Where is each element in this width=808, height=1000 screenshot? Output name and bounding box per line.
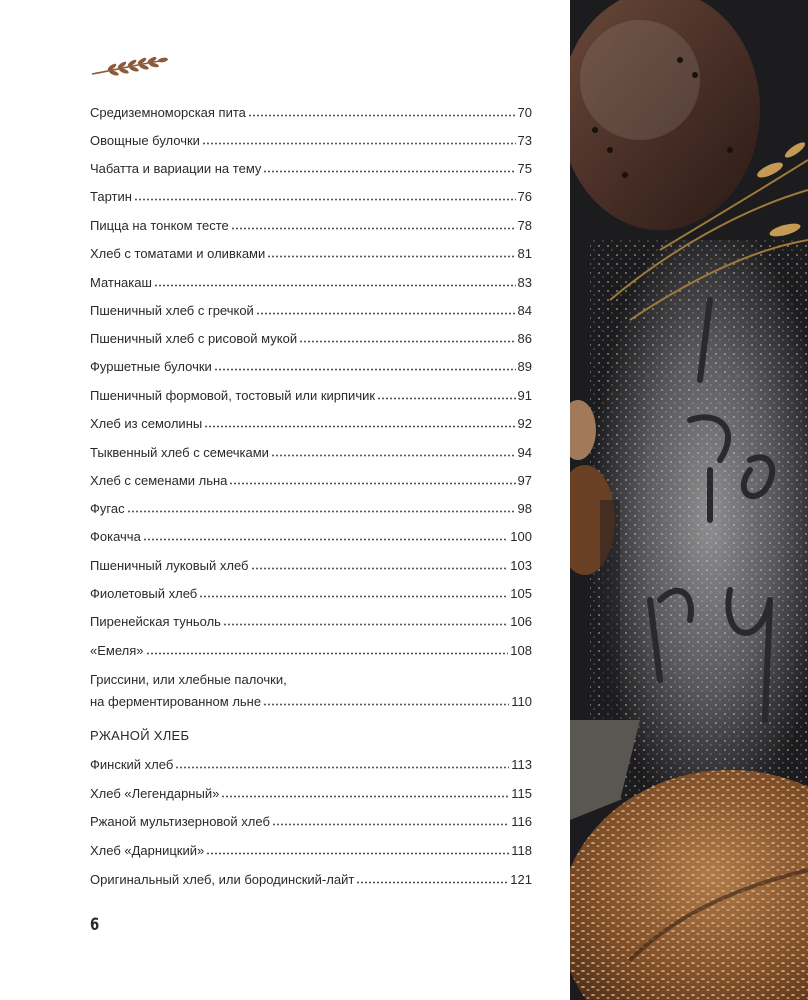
- toc-dot-leader: [175, 757, 509, 769]
- toc-dot-leader: [146, 643, 509, 655]
- toc-entry-page: 98: [517, 501, 532, 516]
- toc-entry: [90, 445, 532, 461]
- toc-entry-page: 76: [517, 189, 532, 204]
- toc-entry: [90, 786, 532, 802]
- toc-entry: [90, 843, 532, 859]
- toc-entry-page: 78: [517, 218, 532, 233]
- toc-entry: [90, 473, 532, 489]
- toc-entry-page: 108: [510, 643, 532, 658]
- page-number: 6: [90, 915, 100, 935]
- toc-entry-page: 89: [517, 359, 532, 374]
- toc-entry: [90, 643, 532, 659]
- toc-dot-leader: [202, 133, 516, 145]
- toc-entry: [90, 757, 532, 773]
- toc-entry-page: 115: [511, 786, 532, 801]
- toc-entry-page: 106: [510, 614, 532, 629]
- toc-entry-title: Овощные булочки: [90, 133, 200, 148]
- toc-entry: [90, 105, 532, 121]
- toc-entry-page: 103: [510, 558, 532, 573]
- toc-dot-leader: [204, 416, 515, 428]
- toc-entry-page: 97: [517, 473, 532, 488]
- toc-entry-title: Пиренейская туньоль: [90, 614, 221, 629]
- toc-entry-page: 105: [510, 586, 532, 601]
- toc-entry-page: 75: [517, 161, 532, 176]
- toc-dot-leader: [229, 473, 515, 485]
- toc-entry-title: Пшеничный луковый хлеб: [90, 558, 249, 573]
- section-heading: РЖАНОЙ ХЛЕБ: [90, 728, 190, 743]
- toc-entry-title: Пицца на тонком тесте: [90, 218, 229, 233]
- toc-entry-page: 83: [517, 275, 532, 290]
- wheat-ornament-icon: [90, 52, 168, 78]
- toc-entry-title: Хлеб «Дарницкий»: [90, 843, 205, 858]
- toc-entry: [90, 872, 532, 888]
- toc-entry-title: Оригинальный хлеб, или бородинский-лайт: [90, 872, 355, 887]
- toc-entry-title: Фуршетные булочки: [90, 359, 212, 374]
- toc-entry-title: Пшеничный формовой, тостовый или кирпичик: [90, 388, 376, 403]
- toc-entry-title: Хлеб из семолины: [90, 416, 203, 431]
- toc-dot-leader: [263, 161, 515, 173]
- toc-entry-title: Фиолетовый хлеб: [90, 586, 198, 601]
- toc-entry: [90, 614, 532, 630]
- toc-entry-title: Хлеб «Легендарный»: [90, 786, 220, 801]
- toc-entry-title-line1: Гриссини, или хлебные палочки,: [90, 672, 287, 687]
- toc-entry: [90, 246, 532, 262]
- toc-dot-leader: [256, 303, 516, 315]
- toc-entry: [90, 814, 532, 830]
- toc-entry: [90, 388, 532, 404]
- toc-entry-title: Финский хлеб: [90, 757, 174, 772]
- toc-entry: [90, 303, 532, 319]
- toc-entry: [90, 558, 532, 574]
- toc-entry-page: 100: [510, 529, 532, 544]
- toc-entry: [90, 133, 532, 149]
- toc-entry-title: Чабатта и вариации на тему: [90, 161, 262, 176]
- toc-dot-leader: [356, 872, 508, 884]
- toc-entry-title: на ферментированном льне: [90, 694, 262, 709]
- toc-dot-leader: [263, 694, 509, 706]
- toc-entry: [90, 331, 532, 347]
- toc-dot-leader: [299, 331, 515, 343]
- bread-flour-photo: [570, 0, 808, 1000]
- toc-dot-leader: [272, 814, 509, 826]
- toc-dot-leader: [143, 529, 508, 541]
- toc-dot-leader: [231, 218, 516, 230]
- toc-entry-title: «Емеля»: [90, 643, 144, 658]
- toc-entry-page: 70: [517, 105, 532, 120]
- toc-entry-page: 73: [517, 133, 532, 148]
- toc-entry-title: Ржаной мультизерновой хлеб: [90, 814, 270, 829]
- toc-dot-leader: [127, 501, 516, 513]
- toc-entry: [90, 161, 532, 177]
- toc-entry: [90, 359, 532, 375]
- toc-dot-leader: [199, 586, 508, 598]
- toc-entry-title: Тартин: [90, 189, 132, 204]
- toc-dot-leader: [271, 445, 516, 457]
- toc-entry: [90, 416, 532, 432]
- toc-entry: [90, 275, 532, 291]
- toc-dot-leader: [221, 786, 509, 798]
- toc-entry-page: 94: [517, 445, 532, 460]
- toc-dot-leader: [248, 105, 516, 117]
- toc-dot-leader: [267, 246, 515, 258]
- toc-entry-page: 84: [517, 303, 532, 318]
- toc-dot-leader: [134, 189, 516, 201]
- toc-entry-page: 121: [510, 872, 532, 887]
- toc-dot-leader: [251, 558, 509, 570]
- bread-photo-illustration: [570, 0, 808, 1000]
- toc-entry-page: 92: [517, 416, 532, 431]
- toc-entry-multiline: [90, 672, 532, 710]
- toc-entry-page: 116: [511, 814, 532, 829]
- toc-entry: [90, 501, 532, 517]
- toc-entry: [90, 586, 532, 602]
- toc-entry: [90, 218, 532, 234]
- toc-entry-page: 113: [511, 757, 532, 772]
- toc-entry: [90, 189, 532, 205]
- toc-entry-title: Средиземноморская пита: [90, 105, 246, 120]
- toc-entry: [90, 529, 532, 545]
- toc-entry-title: Пшеничный хлеб с гречкой: [90, 303, 254, 318]
- toc-entry-title: Матнакаш: [90, 275, 152, 290]
- toc-entry-title: Фугас: [90, 501, 125, 516]
- toc-dot-leader: [377, 388, 515, 400]
- toc-entry-page: 86: [517, 331, 532, 346]
- toc-entry-title: Хлеб с семенами льна: [90, 473, 228, 488]
- toc-dot-leader: [154, 275, 516, 287]
- toc-entry-page: 118: [511, 843, 532, 858]
- toc-dot-leader: [214, 359, 516, 371]
- toc-entry-page: 110: [511, 694, 532, 709]
- toc-dot-leader: [206, 843, 509, 855]
- toc-entry-page: 81: [517, 246, 532, 261]
- toc-entry-title: Фокачча: [90, 529, 141, 544]
- toc-entry-title: Пшеничный хлеб с рисовой мукой: [90, 331, 298, 346]
- toc-dot-leader: [223, 614, 508, 626]
- toc-entry-page: 91: [517, 388, 532, 403]
- toc-entry-title: Хлеб с томатами и оливками: [90, 246, 266, 261]
- toc-entry-title: Тыквенный хлеб с семечками: [90, 445, 269, 460]
